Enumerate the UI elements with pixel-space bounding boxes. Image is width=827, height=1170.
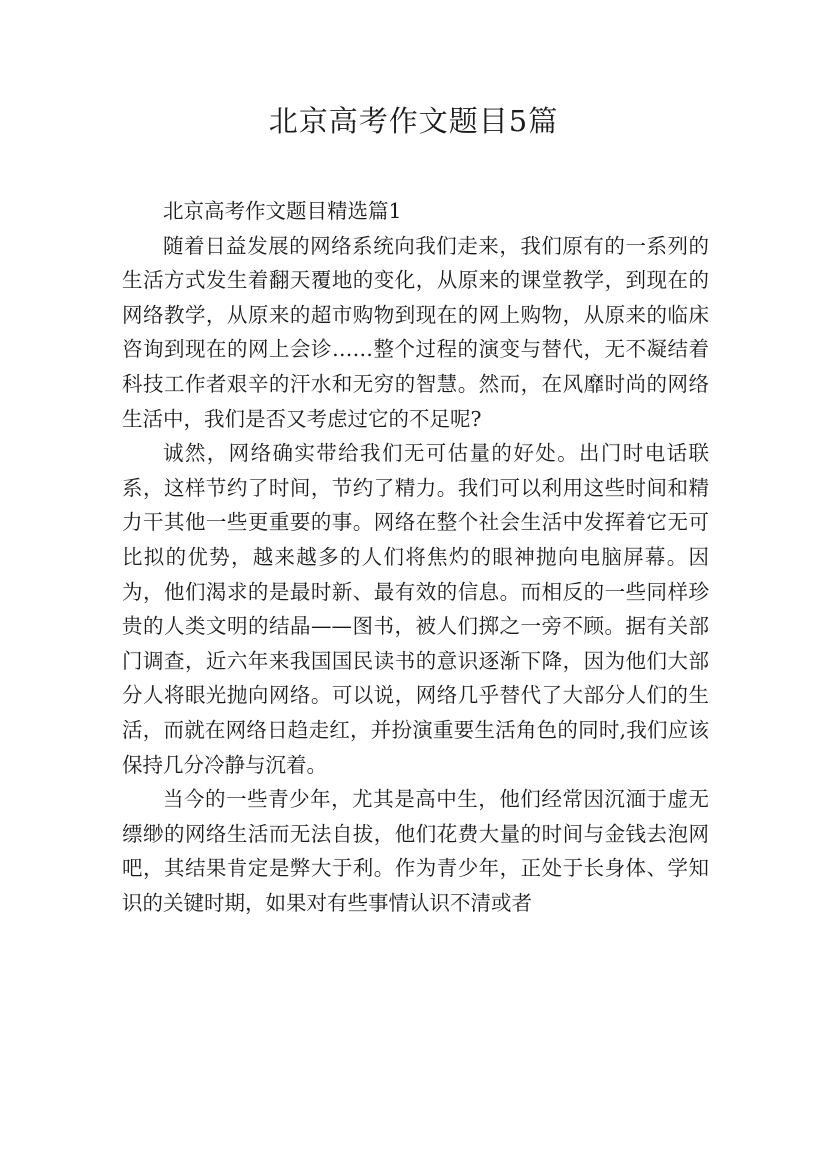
section-heading: 北京高考作文题目精选篇1 — [163, 199, 402, 223]
document-title: 北京高考作文题目5篇 — [268, 104, 559, 138]
document-body — [122, 194, 709, 920]
paragraph: 随着日益发展的网络系统向我们走来，我们原有的一系列的生活方式发生着翻天覆地的变化，从原来的课堂教学，到现在的网络教学，从原来的超市购物到现在的网上购物，从原来的临床咨询到现在的网上会诊……整个过程的演变与替代，无不凝结着科技工作者艰辛的汗水和无穷的智慧。然而，在风靡时尚的网络生活中，我们是否又考虑过它的不足呢? — [122, 233, 709, 431]
paragraph: 当今的一些青少年，尤其是高中生，他们经常因沉湎于虚无缥缈的网络生活而无法自拔，他们花费大量的时间与金钱去泡网吧，其结果肯定是弊大于利。作为青少年，正处于长身体、学知识的关键时期，如果对有些事情认识不清或者 — [122, 787, 709, 915]
paragraph: 诚然，网络确实带给我们无可估量的好处。出门时电话联系，这样节约了时间，节约了精力。我们可以利用这些时间和精力干其他一些更重要的事。网络在整个社会生活中发挥着它无可比拟的优势，越来越多的人们将焦灼的眼神抛向电脑屏幕。因为，他们渴求的是最时新、最有效的信息。而相反的一些同样珍贵的人类文明的结晶——图书，被人们掷之一旁不顾。据有关部门调查，近六年来我国国民读书的意识逐渐下降，因为他们大部分人将眼光抛向网络。可以说，网络几乎替代了大部分人们的生活，而就在网络日趋走红，并扮演重要生活角色的同时,我们应该保持几分冷静与沉着。 — [122, 441, 709, 777]
